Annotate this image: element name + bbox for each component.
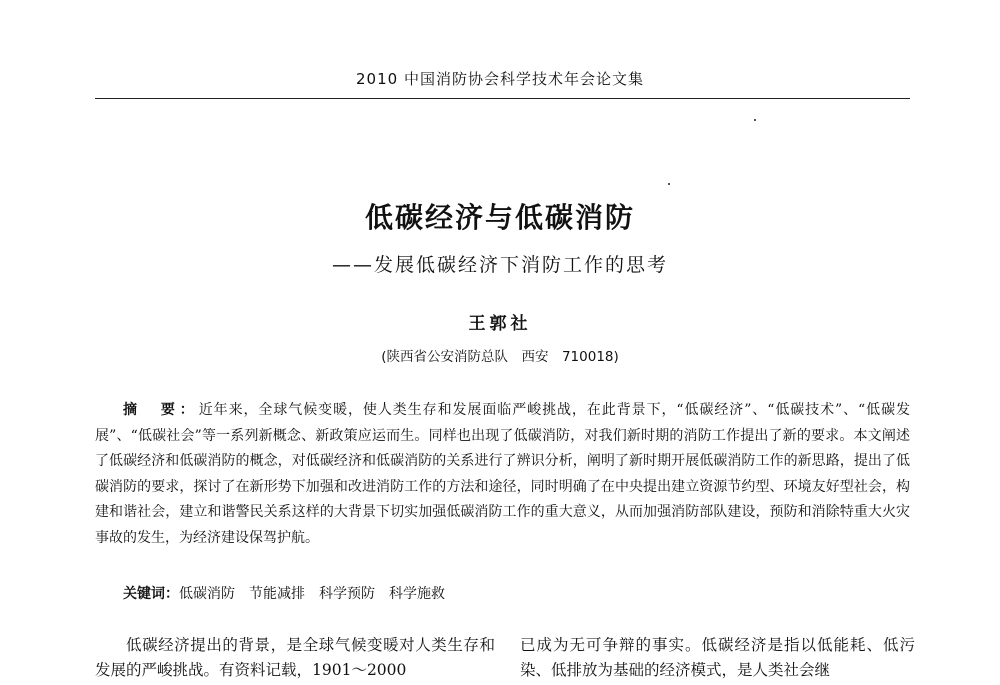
scan-speck	[754, 119, 756, 121]
abstract-label: 摘 要：	[123, 402, 199, 418]
author-affiliation: (陕西省公安消防总队 西安 710018)	[381, 349, 619, 365]
header-rule	[95, 98, 910, 99]
author-name: 王郭社	[468, 314, 532, 334]
keywords-label: 关键词：	[123, 586, 179, 602]
body-left-column: 低碳经济提出的背景，是全球气候变暖对人类生存和发展的严峻挑战。有资料记载，1901～2000	[95, 636, 495, 679]
abstract	[95, 398, 910, 551]
keywords	[95, 582, 910, 608]
abstract-text: 近年来，全球气候变暖，使人类生存和发展面临严峻挑战，在此背景下，“低碳经济”、“低碳技术”、“低碳发展”、“低碳社会”等一系列新概念、新政策应运而生。同样也出现了低碳消防，对我们新时期的消防工作提出了新的要求。本文阐述了低碳经济和低碳消防的概念，对低碳经济和低碳消防的关系进行了辨识分析，阐明了新时期开展低碳消防工作的新思路，提出了低碳消防的要求，探讨了在新形势下加强和改进消防工作的方法和途径，同时明确了在中央提出建立资源节约型、环境友好型社会，构建和谐社会，建立和谐警民关系这样的大背景下切实加强低碳消防工作的重大意义，从而加强消防部队建设，预防和消除特重大火灾事故的发生，为经济建设保驾护航。	[95, 402, 910, 546]
paper-title: 低碳经济与低碳消防	[364, 201, 635, 234]
keyword-item: 科学施救	[389, 586, 445, 602]
keyword-item: 科学预防	[319, 586, 375, 602]
keyword-item: 节能减排	[249, 586, 305, 602]
paper-subtitle: ——发展低碳经济下消防工作的思考	[331, 254, 668, 276]
running-header: 2010 中国消防协会科学技术年会论文集	[356, 70, 644, 88]
keyword-item: 低碳消防	[179, 586, 235, 602]
body-right-column: 已成为无可争辩的事实。低碳经济是指以低能耗、低污染、低排放为基础的经济模式，是人类社会继	[520, 636, 915, 679]
scan-speck	[668, 183, 670, 185]
